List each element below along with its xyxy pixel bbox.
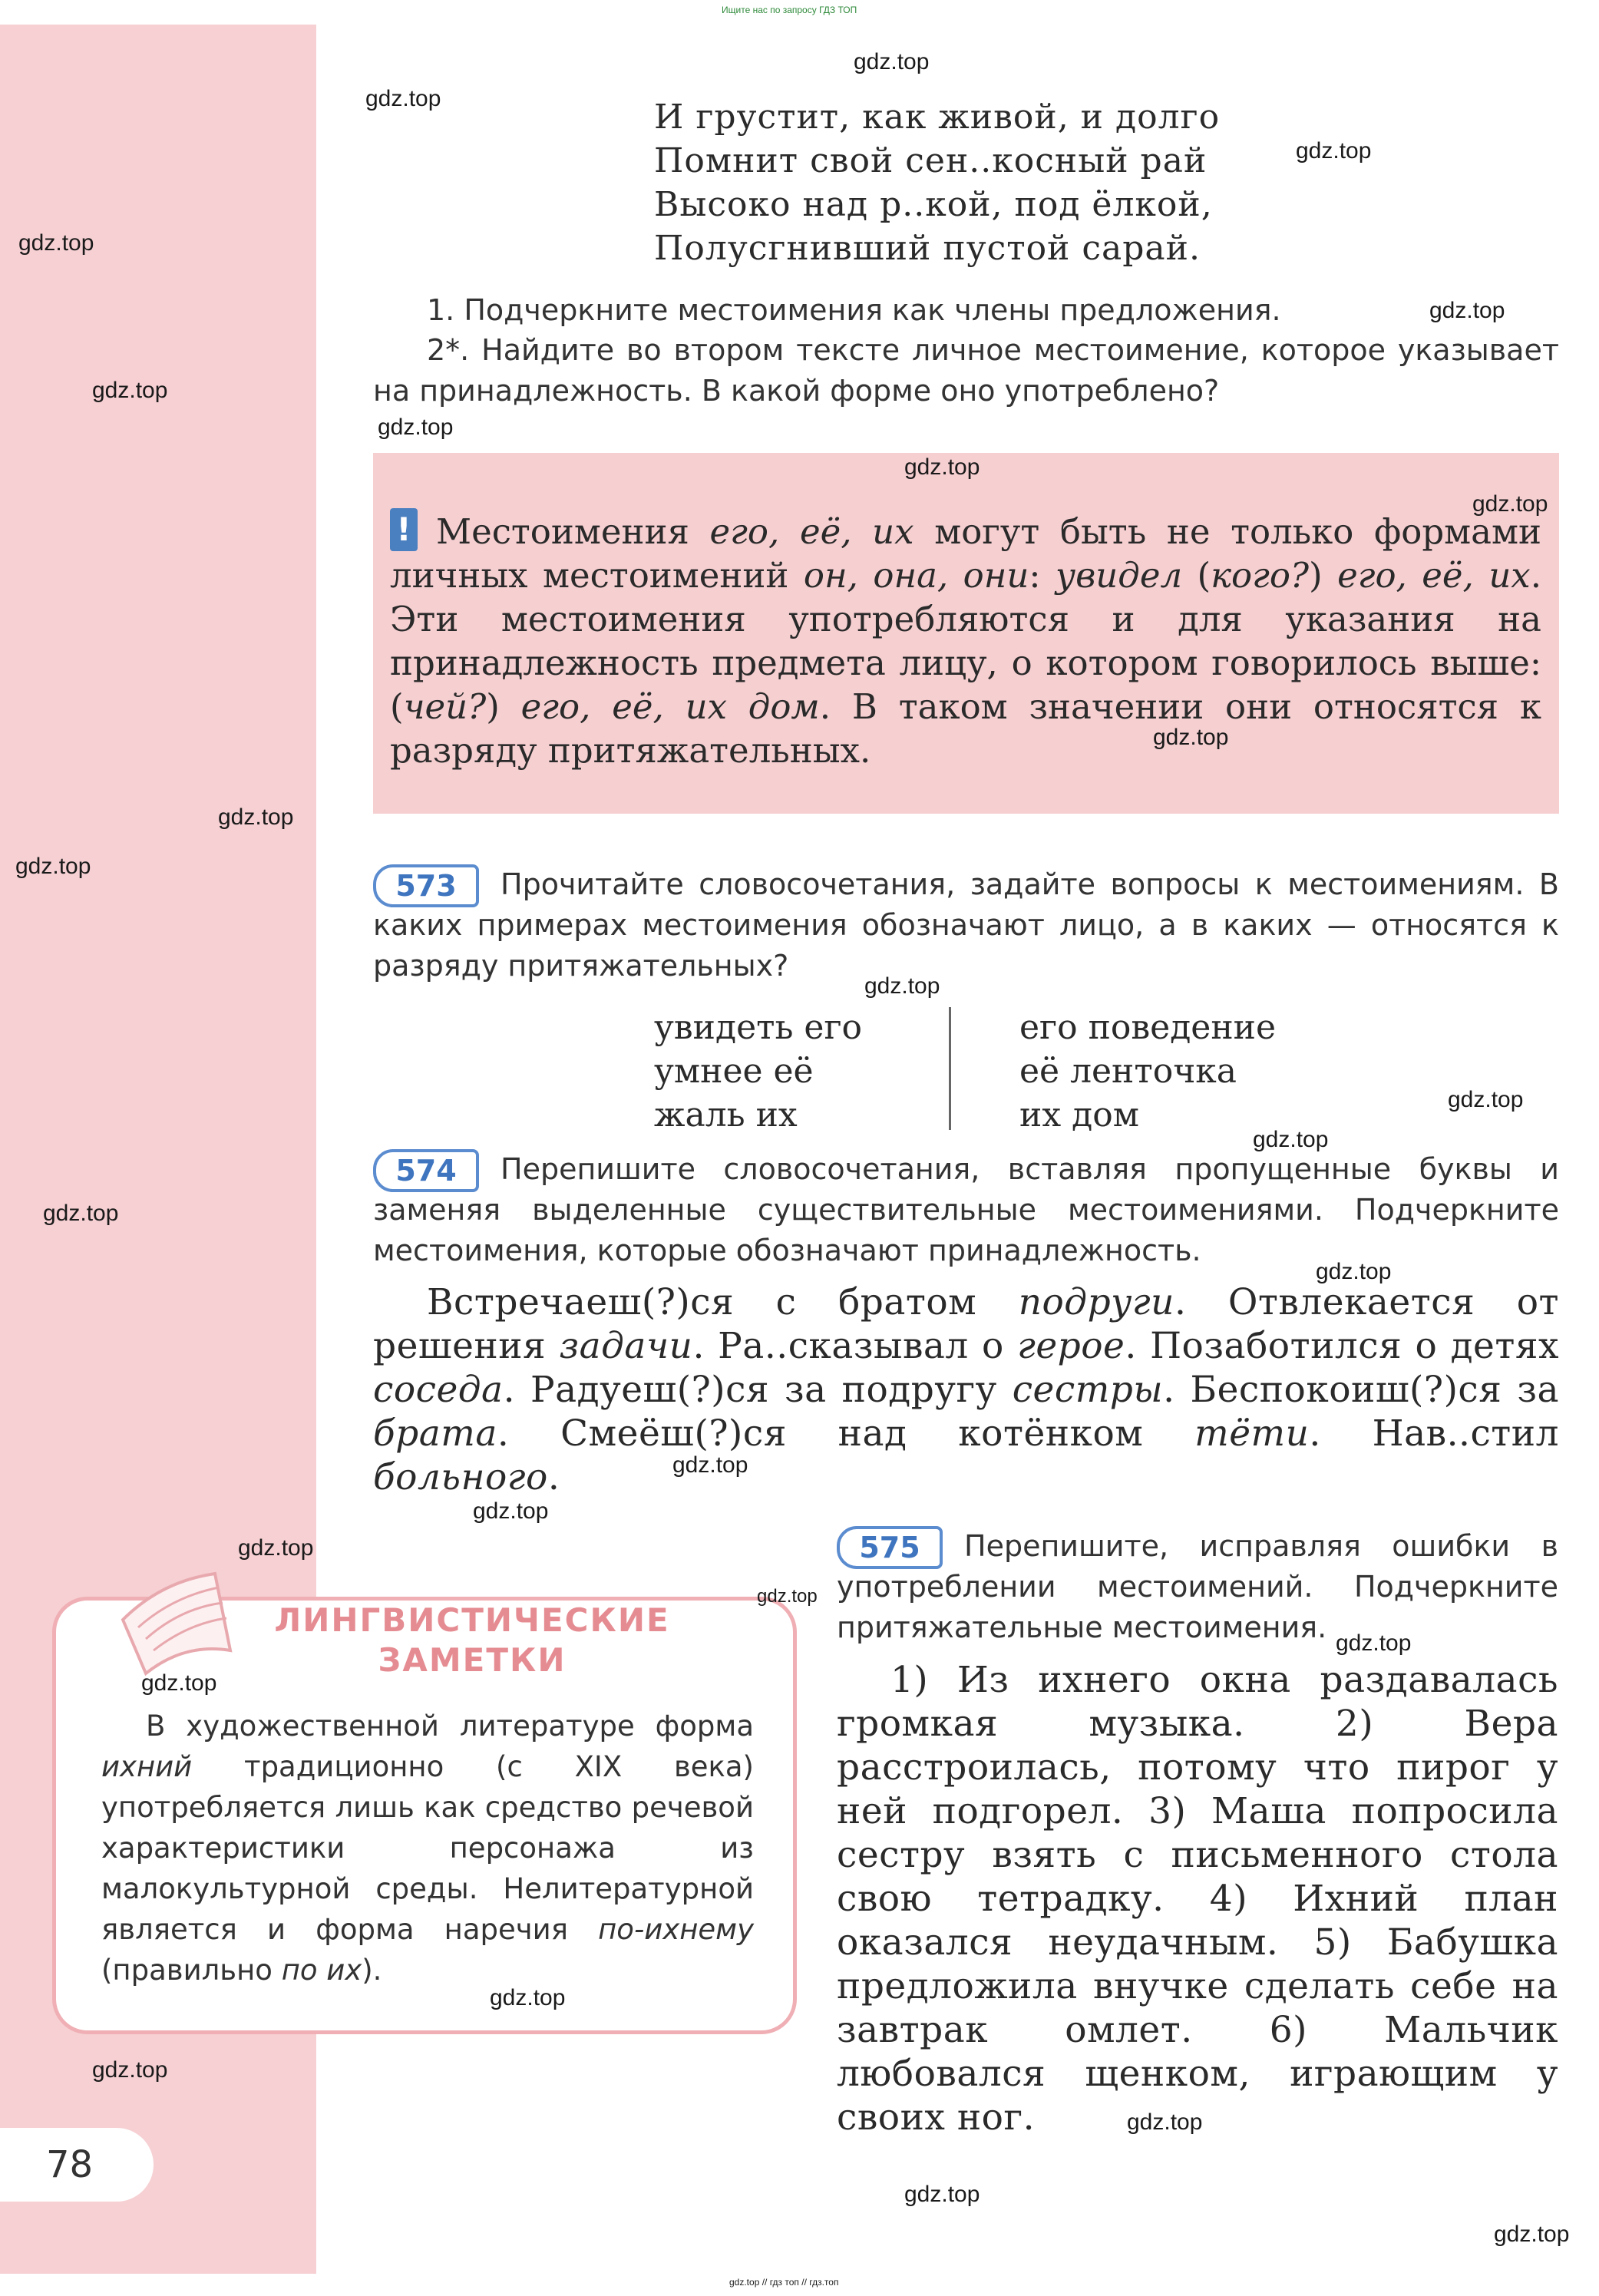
watermark: gdz.top xyxy=(365,86,441,111)
watermark: gdz.top xyxy=(15,854,91,879)
phrase-text: . xyxy=(547,1456,560,1498)
highlighted-noun: тёти xyxy=(1194,1412,1310,1455)
watermark: gdz.top xyxy=(672,1452,748,1478)
watermark: gdz.top xyxy=(218,804,294,830)
linguistic-notes-title-line: ЛИНГВИСТИЧЕСКИЕ xyxy=(274,1601,670,1639)
exercise-574-text: Перепишите словосочетания, вставляя пропущенные буквы и заменяя выделенные существительные местоимениями. Подчеркните местоимения, которые обозначают принадлежность. xyxy=(373,1152,1559,1267)
watermark: gdz.top xyxy=(1253,1127,1329,1152)
watermark: gdz.top xyxy=(490,1985,566,2010)
phrase-text: . Нав..стил xyxy=(1309,1412,1559,1455)
exercise-575-sentences: 1) Из ихнего окна раздавалась громкая музыка. 2) Вера расстроилась, потому что пирог у ней подгорел. 3) Маша попросила сестру взять с письменного стола свою тетрадку. 4) Ихний план оказался неудачным. 5) Бабушка предложила внучке сделать себе на завтрак омлет. 6) Мальчик любовался щенком, играющим у своих ног. xyxy=(837,1659,1558,2139)
phrase-text: . Смеёш(?)ся над котёнком xyxy=(497,1412,1195,1455)
watermark: gdz.top xyxy=(904,454,980,480)
column-divider xyxy=(949,1007,951,1130)
poem-line: Полусгнивший пустой сарай. xyxy=(654,229,1201,268)
highlighted-noun: герое xyxy=(1017,1325,1125,1367)
watermark: gdz.top xyxy=(1127,2109,1203,2135)
phrase: его поведение xyxy=(1019,1008,1277,1047)
linguistic-notes-title-line: ЗАМЕТКИ xyxy=(378,1641,567,1679)
phrase-text: . Позаботился о детях xyxy=(1125,1325,1559,1367)
watermark: gdz.top xyxy=(92,378,168,403)
watermark: gdz.top xyxy=(238,1535,314,1561)
poem-line: И грустит, как живой, и долго xyxy=(654,97,1221,137)
phrase: её ленточка xyxy=(1019,1052,1237,1091)
linguistic-notes-title xyxy=(261,1601,683,1680)
watermark: gdz.top xyxy=(1494,2222,1570,2247)
highlighted-noun: подруги xyxy=(1018,1281,1174,1323)
phrase-text: . Отвлекается от решения xyxy=(373,1281,1559,1367)
exercise-574-number: 574 xyxy=(373,1149,479,1192)
exercise-574-phrases xyxy=(373,1280,1559,1499)
footer-note: gdz.top // гдз топ // гдз.топ xyxy=(729,2277,839,2288)
phrase: жаль их xyxy=(654,1095,798,1135)
watermark: gdz.top xyxy=(864,973,940,999)
phrase: умнее её xyxy=(654,1052,814,1091)
highlighted-noun: сестры xyxy=(1012,1369,1164,1411)
phrase-text: . Радуеш(?)ся за подругу xyxy=(503,1369,1013,1411)
watermark: gdz.top xyxy=(473,1498,549,1524)
watermark: gdz.top xyxy=(1472,491,1548,517)
watermark: gdz.top xyxy=(141,1670,217,1696)
phrase: их дом xyxy=(1019,1095,1139,1135)
watermark: gdz.top xyxy=(43,1201,119,1226)
poem xyxy=(654,95,1220,270)
watermark: gdz.top xyxy=(854,49,930,74)
watermark: gdz.top xyxy=(757,1586,818,1607)
rule-text: Местоимения его, её, их могут быть не только формами личных местоимений он, она, они: увидел (кого?) его, её, их. Эти местоимения употребляются и для указания на принадлежность предмета лицу, о котором говорилось выше: (чей?) его, её, их дом. В таком значении они относятся к разряду притяжательных. xyxy=(390,511,1541,771)
exercise-575-text: Перепишите, исправляя ошибки в употреблении местоимений. Подчеркните притяжательные местоимения. xyxy=(837,1529,1558,1644)
exercise-573-right-column xyxy=(1019,1006,1276,1137)
page-number: 78 xyxy=(0,2128,154,2202)
exercise-573-text: Прочитайте словосочетания, задайте вопросы к местоимениям. В каких примерах местоимения обозначают лицо, а в каких — относятся к разряду притяжательных? xyxy=(373,867,1559,983)
watermark: gdz.top xyxy=(1296,138,1372,164)
highlighted-noun: больного xyxy=(373,1456,548,1498)
exercise-573-left-column xyxy=(654,1006,862,1137)
highlighted-noun: соседа xyxy=(373,1369,504,1411)
watermark: gdz.top xyxy=(92,2057,168,2083)
watermark: gdz.top xyxy=(1429,298,1505,323)
poem-line: Высоко над р..кой, под ёлкой, xyxy=(654,185,1213,224)
linguistic-notes-text: В художественной литературе форма ихний традиционно (с XIX века) употребляется лишь как средство речевой характеристики персонажа из малокультурной среды. Нелитературной является и форма наречия по-ихнему (правильно по их). xyxy=(101,1710,754,1987)
phrase-text: . Беспокоиш(?)ся за xyxy=(1163,1369,1560,1411)
exclamation-icon: ! xyxy=(390,508,418,551)
header-note: Ищите нас по запросу ГДЗ ТОП xyxy=(722,5,857,15)
exercise-575-number: 575 xyxy=(837,1526,943,1569)
highlighted-noun: задачи xyxy=(559,1325,693,1367)
phrase-text: Встречаеш(?)ся с братом xyxy=(427,1281,1019,1323)
phrase-text: . Ра..сказывал о xyxy=(692,1325,1018,1367)
watermark: gdz.top xyxy=(18,230,94,256)
poem-task-1: 1. Подчеркните местоимения как члены предложения. xyxy=(427,293,1281,327)
watermark: gdz.top xyxy=(1316,1259,1392,1284)
phrase: увидеть его xyxy=(654,1008,862,1047)
watermark: gdz.top xyxy=(1153,725,1229,750)
book-pages-icon xyxy=(115,1566,246,1681)
watermark: gdz.top xyxy=(1448,1087,1524,1112)
highlighted-noun: брата xyxy=(373,1412,497,1455)
watermark: gdz.top xyxy=(378,415,454,440)
exercise-573-number: 573 xyxy=(373,864,479,907)
poem-task-2: 2*. Найдите во втором тексте личное местоимение, которое указывает на принадлежность. В какой форме оно употреблено? xyxy=(373,333,1559,408)
watermark: gdz.top xyxy=(904,2182,980,2207)
watermark: gdz.top xyxy=(1336,1630,1412,1656)
poem-line: Помнит свой сен..косный рай xyxy=(654,141,1208,180)
